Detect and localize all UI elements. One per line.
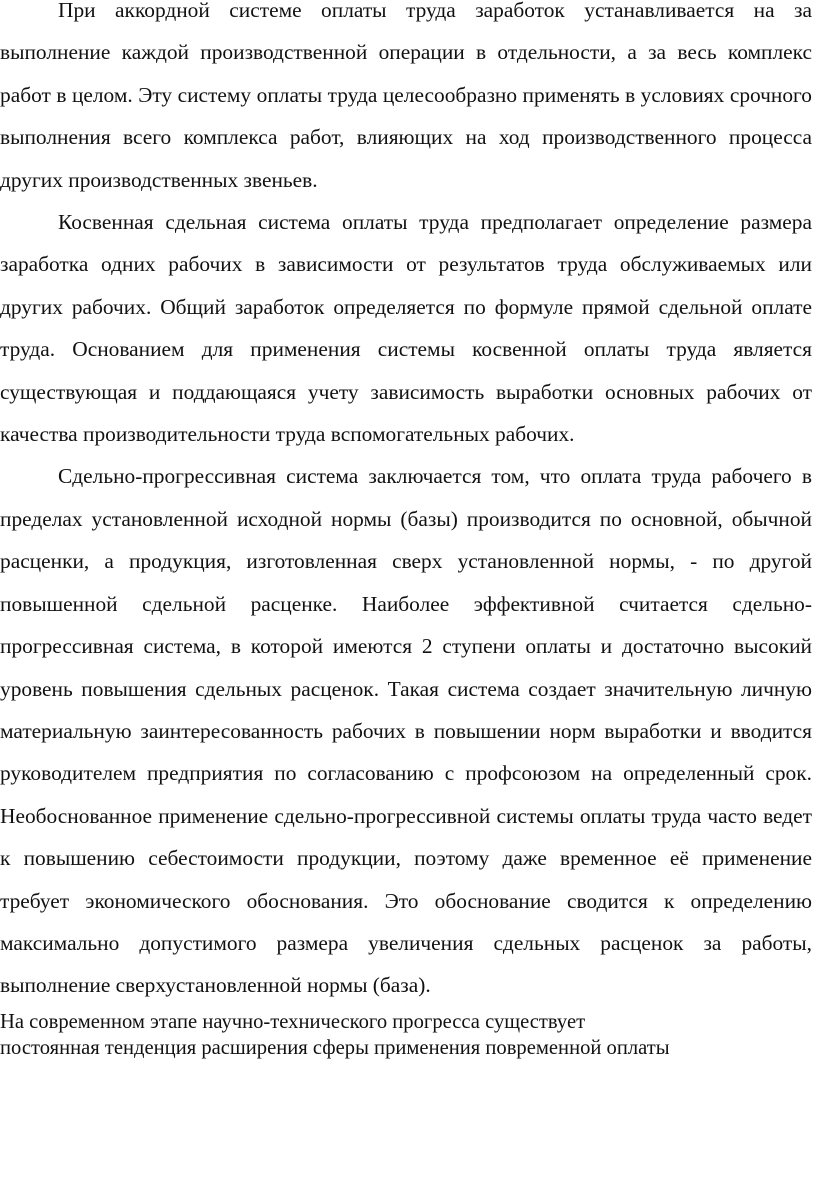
paragraph-piecework-progressive: Сдельно-прогрессивная система заключается том, что оплата труда рабочего в пределах установленной исходной нормы (базы) производится по основной, обычной расценки, а продукция, изготовленная сверх установленной нормы, - по другой повышенной сдельной расценке. Наиболее эффективной считается сдельно-прогрессивная система, в которой имеются 2 ступени оплаты и достаточно высокий уровень повышения сдельных расценок. Такая система создает значительную личную материальную заинтересованность рабочих в повышении норм выработки и вводится руководителем предприятия по согласованию с профсоюзом на определенный срок. Необоснованное применение сдельно-прогрессивной системы оплаты труда часто ведет к повышению себестоимости продукции, поэтому даже временное её применение требует экономического обоснования. Это обоснование сводится к определению максимально допустимого размера увеличения сдельных расценок за работы, выполнение сверхустановленной нормы (база).	[0, 464, 812, 998]
trailing-line: постоянная тенденция расширения сферы применения повременной оплаты	[0, 1036, 670, 1059]
trailing-paragraph	[0, 1009, 812, 1061]
paragraph-indirect-piecework: Косвенная сдельная система оплаты труда предполагает определение размера заработка одних рабочих в зависимости от результатов труда обслуживаемых или других рабочих. Общий заработок определяется по формуле прямой сдельной оплате труда. Основанием для применения системы косвенной оплаты труда является существующая и поддающаяся учету зависимость выработки основных рабочих от качества производительности труда вспомогательных рабочих.	[0, 210, 812, 447]
trailing-line: На современном этапе научно-технического прогресса существует	[0, 1010, 586, 1033]
paragraph-accord-system: При аккордной системе оплаты труда заработок устанавливается на за выполнение каждой производственной операции в отдельности, а за весь комплекс работ в целом. Эту систему оплаты труда целесообразно применять в условиях срочного выполнения всего комплекса работ, влияющих на ход производственного процесса других производственных звеньев.	[0, 0, 812, 192]
